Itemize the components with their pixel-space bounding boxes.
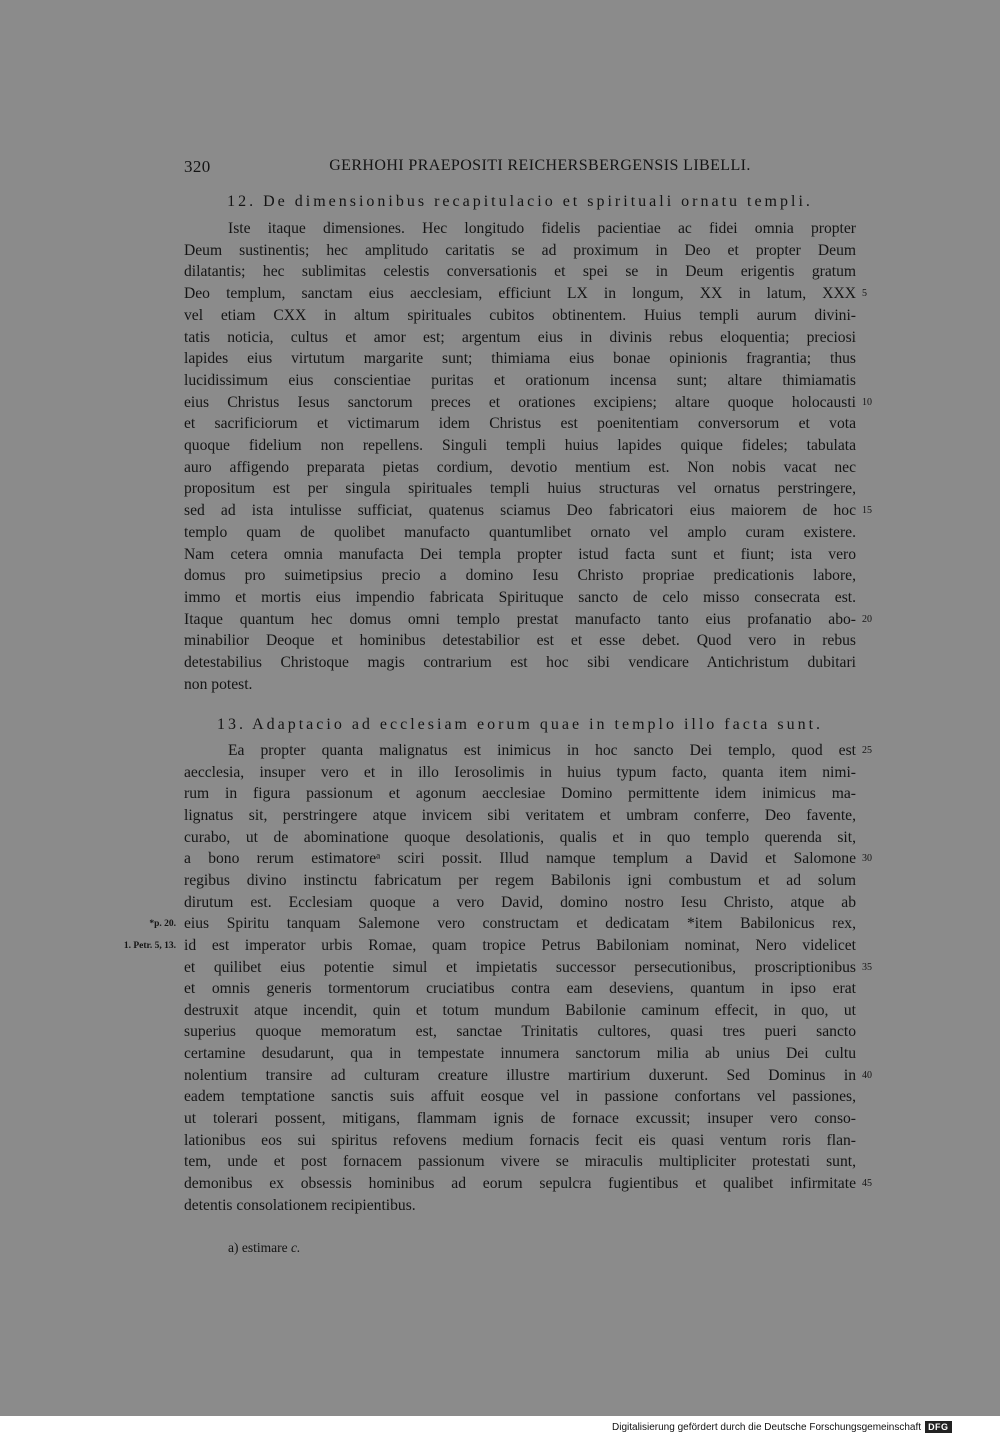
text-line: tatis noticia, cultus et amor est; argentum eius in divinis rebus eloquentia; preciosi bbox=[184, 328, 856, 346]
credit-text: Digitalisierung gefördert durch die Deutsche Forschungsgemeinschaft bbox=[612, 1421, 922, 1433]
text-line: Deo templum, sanctam eius aecclesiam, efficiunt LX in longum, XX in latum, XXX bbox=[184, 285, 856, 303]
page-header bbox=[184, 157, 856, 179]
text-line: et quilibet eius potentie simul et impietatis successor persecutionibus, proscriptionibus bbox=[184, 958, 856, 976]
text-line: ut tolerari possent, mitigans, flammam ignis de fornace excussit; insuper vero conso- bbox=[184, 1110, 856, 1128]
text-line: destruxit atque incendit, quin et totum mundum Babilonie caminum effecit, in quo, ut bbox=[184, 1001, 856, 1019]
text-line: Deum sustinentis; hec amplitudo caritatis se ad proximum in Deo et propter Deum bbox=[184, 241, 856, 259]
text-line: Nam cetera omnia manufacta Dei templa propter istud facta sunt et fiunt; ista vero bbox=[184, 545, 856, 563]
line-number: 40 bbox=[862, 1069, 872, 1081]
text-line: detentis consolationem recipientibus. bbox=[184, 1196, 416, 1214]
footnote-siglum: c. bbox=[290, 1240, 301, 1255]
dfg-logo: DFG bbox=[925, 1421, 952, 1433]
text-line: auro affigendo preparata pietas cordium, devotio mentium est. Non nobis vacat nec bbox=[184, 458, 856, 476]
text-line: quoque fidelium non repellens. Singuli templi huius lapides quique fideles; tabulata bbox=[184, 437, 856, 454]
text-line: et sacrificiorum et victimarum idem Christus est poenitentiam conversorum et vota bbox=[184, 415, 856, 433]
text-line: lignatus sit, perstringere atque invicem sibi veritatem et umbram conferre, Deo favente, bbox=[184, 806, 856, 824]
footnote bbox=[228, 1240, 300, 1256]
page-number: 320 bbox=[184, 157, 211, 176]
text-line: domus pro suimetipsius precio a domino Iesu Christo propriae predicationis labore, bbox=[184, 567, 856, 585]
text-line: templo quam de quolibet manufacto quantumlibet ornato vel amplo curam existere. bbox=[184, 523, 856, 541]
text-line: immo et mortis eius impendio fabricata Spirituque sancto de celo misso consecrata est. bbox=[184, 588, 856, 606]
text-line: propositum est per singula spirituales templi huius structuras vel ornatus perstringere, bbox=[184, 480, 856, 498]
text-line: rum in figura passionum et agonum aecclesiae Domino permittente idem inimicus ma- bbox=[184, 785, 856, 803]
text-line: demonibus ex obsessis hominibus ad eorum sepulcra fugientibus et qualibet infirmitate bbox=[184, 1175, 856, 1192]
text-line: dilatantis; hec sublimitas celestis conversationis et spei se in Deum erigentis gratum bbox=[184, 263, 856, 281]
line-number: 45 bbox=[862, 1178, 872, 1189]
text-line: superius quoque memoratum est, sanctae Trinitatis cultores, quasi tres pueri sancto bbox=[184, 1023, 856, 1041]
text-line: a bono rerum estimatoreᵃ sciri possit. Illud namque templum a David et Salomone bbox=[184, 850, 856, 868]
text-line: curabo, ut de abominatione quoque desolationis, qualis et in quo templo querenda sit, bbox=[184, 828, 856, 846]
section-12-title: 12. De dimensionibus recapitulacio et spirituali ornatu templi. bbox=[227, 193, 813, 210]
running-title: GERHOHI PRAEPOSITI REICHERSBERGENSIS LIBELLI. bbox=[329, 157, 751, 174]
footnote-text: estimare bbox=[241, 1240, 288, 1255]
line-number: 35 bbox=[862, 961, 872, 973]
line-number: 10 bbox=[862, 396, 872, 408]
section-13-title: 13. Adaptacio ad ecclesiam eorum quae in templo illo facta sunt. bbox=[216, 716, 824, 733]
text-line: certamine desudarunt, qua in tempestate innumera sanctorum milia ab unius Dei cultu bbox=[184, 1045, 856, 1063]
text-line: Ea propter quanta malignatus est inimicus in hoc sancto Dei templo, quod est bbox=[228, 742, 856, 759]
footnote-marker: a) bbox=[228, 1240, 239, 1255]
text-line: Iste itaque dimensiones. Hec longitudo fidelis pacientiae ac fidei omnia propter bbox=[228, 220, 856, 237]
text-line: minabilior Deoque et hominibus detestabilior est et esse debet. Quod vero in rebus bbox=[184, 632, 856, 650]
line-number: 30 bbox=[862, 853, 872, 865]
text-line: eius Spiritu tanquam Salemone vero constructam et dedicatam *item Babilonicus rex, bbox=[184, 915, 856, 933]
funding-credit bbox=[612, 1420, 952, 1434]
text-line: lucidissimum eius conscientiae puritas et orationum incensa sunt; altare thimiamatis bbox=[184, 371, 856, 389]
text-line: eadem temptatione sanctis suis affuit eosque vel in passione confortans vel passiones, bbox=[184, 1088, 856, 1106]
text-line: lapides eius virtutum margarite sunt; thimiama eius bonae opinionis fragrantia; thus bbox=[184, 350, 856, 368]
line-number: 15 bbox=[862, 505, 872, 517]
text-line: aecclesia, insuper vero et in illo Ierosolimis in huius typum facto, quanta item nimi- bbox=[184, 763, 856, 781]
text-line: tem, unde et post fornacem passionum vivere se miraculis multipliciter protestati sunt, bbox=[184, 1153, 856, 1171]
text-line: dirutum est. Ecclesiam quoque a vero David, domino nostro Iesu Christo, atque ab bbox=[184, 893, 856, 911]
line-number: 25 bbox=[862, 745, 872, 756]
text-line: Itaque quantum hec domus omni templo prestat manufacto tanto eius profanatio abo- bbox=[184, 610, 856, 628]
text-line: sed ad ista intulisse sufficiat, quatenus sciamus Deo fabricatori eius maiorem de hoc bbox=[184, 502, 856, 520]
line-number: 20 bbox=[862, 613, 872, 625]
text-line: vel etiam CXX in altum spirituales cubitos obtinentem. Huius templi aurum divini- bbox=[184, 306, 856, 324]
text-line: regibus divino instinctu fabricatum per regem Babilonis igni combustum et ad solum bbox=[184, 871, 856, 889]
text-line: detestabilius Christoque magis contrarium est hoc sibi vendicare Antichristum dubitari bbox=[184, 654, 856, 671]
text-line: non potest. bbox=[184, 675, 253, 693]
line-number: 5 bbox=[862, 288, 867, 300]
text-line: nolentium transire ad culturam creature illustre martirium duxerunt. Sed Dominus in bbox=[184, 1066, 856, 1084]
text-line: et omnis generis tormentorum cruciatibus contra eam deseviens, quantum in ipso erat bbox=[184, 980, 856, 998]
margin-note: 1. Petr. 5, 13. bbox=[123, 941, 176, 951]
text-line: id est imperator urbis Romae, quam tropice Petrus Babiloniam nominat, Nero videlicet bbox=[184, 936, 856, 954]
text-line: eius Christus Iesus sanctorum preces et orationes excipiens; altare quoque holocausti bbox=[184, 393, 856, 411]
text-line: lationibus eos sui spiritus refovens medium fornacis fecit eis quasi ventum roris flan- bbox=[184, 1131, 856, 1149]
margin-note: *p. 20. bbox=[149, 919, 176, 929]
